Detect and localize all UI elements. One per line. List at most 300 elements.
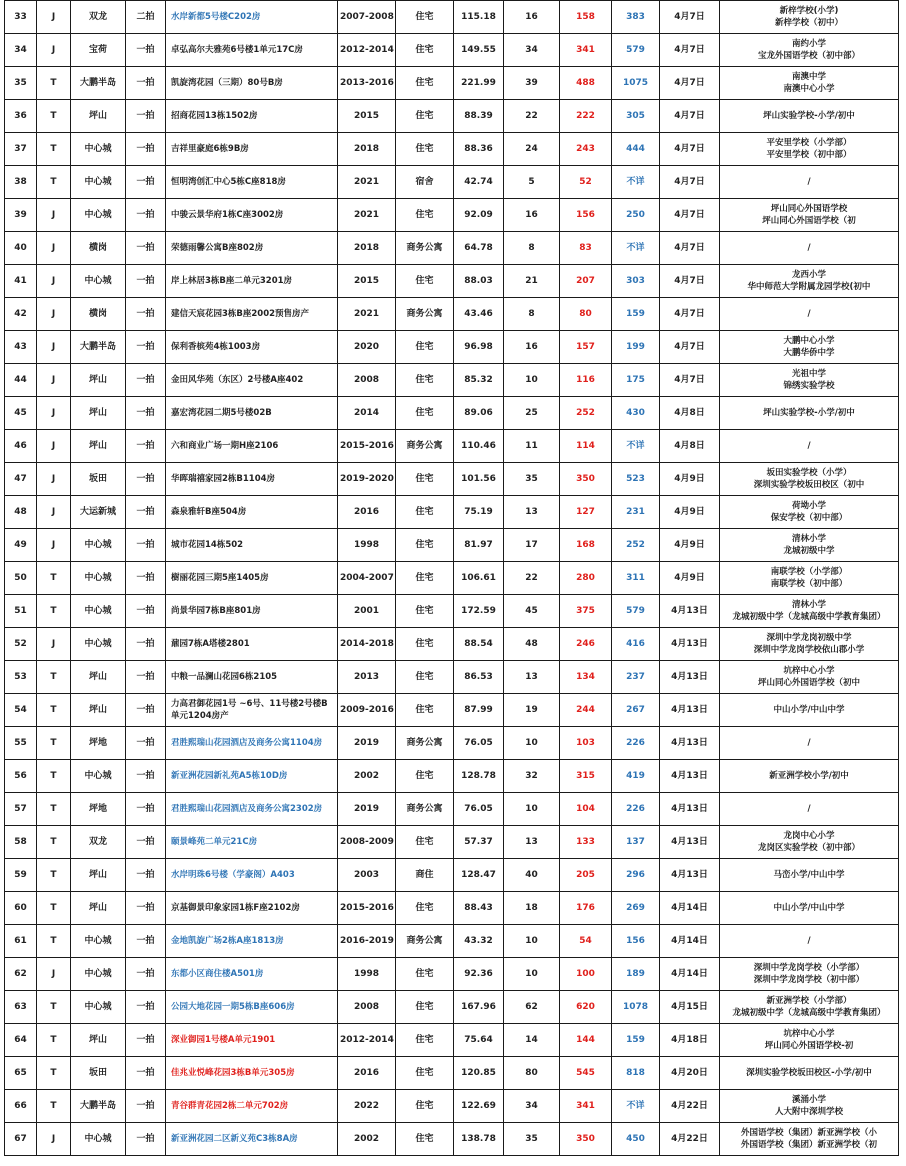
cell-no: 42 — [5, 298, 37, 331]
cell-year: 2022 — [338, 1090, 396, 1123]
cell-bidders: 10 — [504, 793, 560, 826]
cell-date: 4月7日 — [660, 232, 720, 265]
cell-use: 住宅 — [396, 958, 454, 991]
table-row — [5, 661, 899, 694]
cell-count: 100 — [560, 958, 612, 991]
cell-round: 一拍 — [126, 166, 166, 199]
cell-views: 1078 — [612, 991, 660, 1024]
cell-type: J — [37, 430, 71, 463]
cell-type: T — [37, 661, 71, 694]
cell-bidders: 8 — [504, 232, 560, 265]
cell-area: 中心城 — [71, 562, 126, 595]
cell-use: 住宅 — [396, 199, 454, 232]
table-row — [5, 727, 899, 760]
cell-no: 46 — [5, 430, 37, 463]
cell-size: 76.05 — [454, 727, 504, 760]
cell-year: 2008 — [338, 364, 396, 397]
cell-round: 一拍 — [126, 991, 166, 1024]
cell-area: 坪山 — [71, 397, 126, 430]
cell-use: 住宅 — [396, 1057, 454, 1090]
school-name: / — [807, 177, 811, 187]
cell-no: 40 — [5, 232, 37, 265]
cell-address: 城市花园14栋502 — [166, 529, 338, 562]
cell-year: 2019-2020 — [338, 463, 396, 496]
cell-type: J — [37, 463, 71, 496]
cell-year: 2012-2014 — [338, 34, 396, 67]
cell-bidders: 14 — [504, 1024, 560, 1057]
cell-round: 二拍 — [126, 1, 166, 34]
school-name: 坪山同心外国语学校-初 — [764, 1041, 854, 1051]
cell-type: T — [37, 925, 71, 958]
cell-round: 一拍 — [126, 1123, 166, 1156]
table-row — [5, 859, 899, 892]
cell-year: 2002 — [338, 1123, 396, 1156]
table-row — [5, 958, 899, 991]
cell-no: 34 — [5, 34, 37, 67]
cell-size: 115.18 — [454, 1, 504, 34]
cell-schools — [720, 1057, 899, 1090]
cell-no: 44 — [5, 364, 37, 397]
cell-use: 住宅 — [396, 1123, 454, 1156]
cell-round: 一拍 — [126, 529, 166, 562]
cell-round: 一拍 — [126, 727, 166, 760]
cell-round: 一拍 — [126, 892, 166, 925]
cell-size: 106.61 — [454, 562, 504, 595]
cell-count: 52 — [560, 166, 612, 199]
cell-use: 商务公寓 — [396, 298, 454, 331]
cell-views: 444 — [612, 133, 660, 166]
table-row — [5, 1, 899, 34]
cell-type: J — [37, 232, 71, 265]
cell-area: 坪地 — [71, 727, 126, 760]
cell-bidders: 25 — [504, 397, 560, 430]
table-row — [5, 760, 899, 793]
cell-bidders: 10 — [504, 925, 560, 958]
cell-round: 一拍 — [126, 430, 166, 463]
cell-schools — [720, 34, 899, 67]
cell-size: 89.06 — [454, 397, 504, 430]
cell-round: 一拍 — [126, 859, 166, 892]
cell-type: J — [37, 496, 71, 529]
cell-area: 坪山 — [71, 661, 126, 694]
cell-area: 中心城 — [71, 925, 126, 958]
cell-bidders: 34 — [504, 34, 560, 67]
cell-no: 56 — [5, 760, 37, 793]
cell-size: 88.03 — [454, 265, 504, 298]
cell-bidders: 10 — [504, 958, 560, 991]
cell-date: 4月7日 — [660, 298, 720, 331]
cell-count: 134 — [560, 661, 612, 694]
cell-no: 33 — [5, 1, 37, 34]
cell-date: 4月7日 — [660, 331, 720, 364]
table-row — [5, 199, 899, 232]
cell-no: 52 — [5, 628, 37, 661]
cell-count: 350 — [560, 1123, 612, 1156]
cell-address: 颐景峰苑二单元21C房 — [166, 826, 338, 859]
cell-date: 4月14日 — [660, 958, 720, 991]
cell-date: 4月22日 — [660, 1090, 720, 1123]
cell-area: 中心城 — [71, 991, 126, 1024]
cell-views: 416 — [612, 628, 660, 661]
cell-size: 149.55 — [454, 34, 504, 67]
cell-no: 48 — [5, 496, 37, 529]
cell-schools — [720, 859, 899, 892]
school-name: / — [807, 738, 811, 748]
cell-round: 一拍 — [126, 826, 166, 859]
cell-year: 2007-2008 — [338, 1, 396, 34]
cell-date: 4月13日 — [660, 694, 720, 727]
school-name: 马峦小学/中山中学 — [773, 870, 845, 880]
cell-count: 158 — [560, 1, 612, 34]
cell-year: 2012-2014 — [338, 1024, 396, 1057]
cell-schools — [720, 892, 899, 925]
cell-round: 一拍 — [126, 661, 166, 694]
cell-type: T — [37, 595, 71, 628]
cell-year: 2019 — [338, 793, 396, 826]
cell-use: 商务公寓 — [396, 232, 454, 265]
cell-date: 4月8日 — [660, 397, 720, 430]
cell-year: 2015 — [338, 100, 396, 133]
cell-views: 303 — [612, 265, 660, 298]
cell-schools — [720, 595, 899, 628]
table-row — [5, 364, 899, 397]
table-row — [5, 1123, 899, 1156]
school-name: 南联学校（初中部） — [770, 579, 848, 589]
cell-use: 商住 — [396, 859, 454, 892]
cell-address: 卓弘高尔夫雅苑6号楼1单元17C房 — [166, 34, 338, 67]
school-name: 坪山同心外国语学校（初中 — [757, 678, 860, 688]
school-name: 新亚洲学校小学/初中 — [769, 771, 849, 781]
cell-views: 579 — [612, 595, 660, 628]
cell-area: 坪地 — [71, 793, 126, 826]
cell-round: 一拍 — [126, 232, 166, 265]
cell-type: T — [37, 1090, 71, 1123]
cell-year: 2015 — [338, 265, 396, 298]
cell-type: T — [37, 133, 71, 166]
cell-size: 92.36 — [454, 958, 504, 991]
cell-schools — [720, 760, 899, 793]
table-row — [5, 265, 899, 298]
school-name: 坪山同心外国语学校（初 — [762, 216, 856, 226]
cell-address: 水岸新都5号楼C202房 — [166, 1, 338, 34]
cell-use: 住宅 — [396, 760, 454, 793]
cell-no: 51 — [5, 595, 37, 628]
school-name: 深圳实验学校坂田校区-小学/初中 — [746, 1068, 872, 1078]
school-name: 龙城初级中学 — [783, 546, 835, 556]
cell-area: 大鹏半岛 — [71, 67, 126, 100]
cell-bidders: 21 — [504, 265, 560, 298]
cell-type: J — [37, 1, 71, 34]
table-row — [5, 34, 899, 67]
school-name: 清林小学 — [791, 600, 826, 610]
cell-no: 37 — [5, 133, 37, 166]
cell-round: 一拍 — [126, 496, 166, 529]
cell-count: 176 — [560, 892, 612, 925]
cell-count: 103 — [560, 727, 612, 760]
cell-area: 中心城 — [71, 166, 126, 199]
cell-type: J — [37, 958, 71, 991]
cell-year: 2001 — [338, 595, 396, 628]
cell-address: 六和商业广场一期H座2106 — [166, 430, 338, 463]
cell-type: J — [37, 331, 71, 364]
cell-type: J — [37, 1123, 71, 1156]
cell-no: 53 — [5, 661, 37, 694]
cell-views: 430 — [612, 397, 660, 430]
cell-count: 222 — [560, 100, 612, 133]
school-name: 光祖中学 — [791, 369, 826, 379]
cell-count: 116 — [560, 364, 612, 397]
cell-count: 280 — [560, 562, 612, 595]
cell-views: 175 — [612, 364, 660, 397]
cell-year: 2018 — [338, 133, 396, 166]
cell-type: T — [37, 67, 71, 100]
cell-year: 2014 — [338, 397, 396, 430]
cell-schools — [720, 364, 899, 397]
cell-size: 128.78 — [454, 760, 504, 793]
cell-no: 62 — [5, 958, 37, 991]
cell-address: 岸上林居3栋B座二单元3201房 — [166, 265, 338, 298]
cell-year: 2016-2019 — [338, 925, 396, 958]
cell-use: 住宅 — [396, 34, 454, 67]
school-name: 中山小学/中山中学 — [773, 705, 845, 715]
table-row — [5, 1057, 899, 1090]
school-name: 大鹏华侨中学 — [783, 348, 835, 358]
school-name: / — [807, 243, 811, 253]
cell-size: 88.54 — [454, 628, 504, 661]
cell-schools — [720, 694, 899, 727]
cell-schools — [720, 430, 899, 463]
cell-area: 中心城 — [71, 760, 126, 793]
cell-no: 36 — [5, 100, 37, 133]
cell-year: 2008 — [338, 991, 396, 1024]
cell-year: 2015-2016 — [338, 430, 396, 463]
cell-schools — [720, 562, 899, 595]
table-row — [5, 628, 899, 661]
cell-round: 一拍 — [126, 1090, 166, 1123]
cell-area: 中心城 — [71, 628, 126, 661]
cell-use: 住宅 — [396, 463, 454, 496]
cell-no: 66 — [5, 1090, 37, 1123]
school-name: 坑梓中心小学 — [783, 666, 835, 676]
cell-no: 60 — [5, 892, 37, 925]
cell-bidders: 19 — [504, 694, 560, 727]
cell-size: 86.53 — [454, 661, 504, 694]
cell-round: 一拍 — [126, 364, 166, 397]
cell-views: 156 — [612, 925, 660, 958]
cell-use: 住宅 — [396, 1090, 454, 1123]
cell-address: 鼐园7栋A塔楼2801 — [166, 628, 338, 661]
cell-size: 85.32 — [454, 364, 504, 397]
cell-bidders: 24 — [504, 133, 560, 166]
cell-bidders: 48 — [504, 628, 560, 661]
cell-use: 住宅 — [396, 496, 454, 529]
cell-round: 一拍 — [126, 793, 166, 826]
table-row — [5, 298, 899, 331]
cell-schools — [720, 397, 899, 430]
cell-date: 4月13日 — [660, 826, 720, 859]
school-name: 人大附中深圳学校 — [774, 1107, 843, 1117]
cell-area: 中心城 — [71, 529, 126, 562]
cell-date: 4月7日 — [660, 265, 720, 298]
cell-no: 41 — [5, 265, 37, 298]
cell-address: 深业御园1号楼A单元1901 — [166, 1024, 338, 1057]
cell-count: 157 — [560, 331, 612, 364]
cell-area: 宝荷 — [71, 34, 126, 67]
school-name: 坪山同心外国语学校 — [770, 204, 848, 214]
cell-round: 一拍 — [126, 133, 166, 166]
cell-area: 坪山 — [71, 859, 126, 892]
cell-date: 4月14日 — [660, 925, 720, 958]
cell-views: 267 — [612, 694, 660, 727]
cell-area: 坂田 — [71, 463, 126, 496]
cell-bidders: 8 — [504, 298, 560, 331]
cell-schools — [720, 991, 899, 1024]
cell-size: 76.05 — [454, 793, 504, 826]
cell-schools — [720, 925, 899, 958]
cell-date: 4月7日 — [660, 1, 720, 34]
cell-date: 4月13日 — [660, 727, 720, 760]
school-name: 保安学校（初中部） — [770, 513, 848, 523]
cell-bidders: 10 — [504, 727, 560, 760]
cell-bidders: 13 — [504, 826, 560, 859]
cell-bidders: 22 — [504, 562, 560, 595]
cell-bidders: 34 — [504, 1090, 560, 1123]
cell-size: 88.36 — [454, 133, 504, 166]
school-name: 荷坳小学 — [791, 501, 826, 511]
cell-size: 42.74 — [454, 166, 504, 199]
cell-views: 311 — [612, 562, 660, 595]
cell-address: 水岸明珠6号楼（学豪阁）A403 — [166, 859, 338, 892]
cell-year: 1998 — [338, 529, 396, 562]
school-name: 坪山实验学校-小学/初中 — [763, 408, 855, 418]
cell-address: 新亚洲花园二区新义苑C3栋8A房 — [166, 1123, 338, 1156]
cell-views: 226 — [612, 793, 660, 826]
cell-use: 住宅 — [396, 133, 454, 166]
cell-date: 4月9日 — [660, 562, 720, 595]
cell-address: 森泉雅轩B座504房 — [166, 496, 338, 529]
cell-area: 中心城 — [71, 1123, 126, 1156]
cell-round: 一拍 — [126, 1057, 166, 1090]
school-name: 深圳中学龙岗初级中学 — [766, 633, 852, 643]
table-body — [5, 1, 899, 1156]
school-name: 南联学校（小学部） — [770, 567, 848, 577]
cell-address: 招商花园13栋1502房 — [166, 100, 338, 133]
cell-bidders: 17 — [504, 529, 560, 562]
school-name: 平安里学校（小学部） — [766, 138, 852, 148]
cell-views: 1075 — [612, 67, 660, 100]
cell-size: 43.32 — [454, 925, 504, 958]
cell-views: 不详 — [612, 1090, 660, 1123]
cell-bidders: 5 — [504, 166, 560, 199]
table-row — [5, 100, 899, 133]
cell-bidders: 45 — [504, 595, 560, 628]
cell-size: 128.47 — [454, 859, 504, 892]
cell-count: 207 — [560, 265, 612, 298]
cell-type: J — [37, 34, 71, 67]
cell-views: 419 — [612, 760, 660, 793]
cell-type: J — [37, 265, 71, 298]
cell-area: 大鹏半岛 — [71, 331, 126, 364]
cell-use: 住宅 — [396, 595, 454, 628]
cell-size: 87.99 — [454, 694, 504, 727]
cell-year: 2002 — [338, 760, 396, 793]
cell-type: T — [37, 1024, 71, 1057]
cell-views: 383 — [612, 1, 660, 34]
cell-count: 341 — [560, 1090, 612, 1123]
cell-date: 4月22日 — [660, 1123, 720, 1156]
cell-date: 4月13日 — [660, 760, 720, 793]
cell-type: T — [37, 859, 71, 892]
cell-address: 君胜熙瑞山花园酒店及商务公寓2302房 — [166, 793, 338, 826]
school-name: 坑梓中心小学 — [783, 1029, 835, 1039]
cell-address: 恒明湾创汇中心5栋C座818房 — [166, 166, 338, 199]
school-name: 大鹏中心小学 — [783, 336, 835, 346]
table-row — [5, 331, 899, 364]
cell-bidders: 16 — [504, 199, 560, 232]
cell-address: 东都小区商住楼A501房 — [166, 958, 338, 991]
cell-views: 450 — [612, 1123, 660, 1156]
cell-schools — [720, 529, 899, 562]
cell-date: 4月8日 — [660, 430, 720, 463]
cell-count: 246 — [560, 628, 612, 661]
school-name: 深圳中学龙岗学校依山郡小学 — [753, 645, 865, 655]
cell-schools — [720, 826, 899, 859]
cell-schools — [720, 67, 899, 100]
cell-no: 43 — [5, 331, 37, 364]
cell-bidders: 39 — [504, 67, 560, 100]
school-name: 新梓学校(小学) — [779, 6, 839, 16]
cell-round: 一拍 — [126, 463, 166, 496]
cell-schools — [720, 628, 899, 661]
cell-views: 818 — [612, 1057, 660, 1090]
cell-size: 110.46 — [454, 430, 504, 463]
cell-address: 金地凯旋广场2栋A座1813房 — [166, 925, 338, 958]
cell-no: 65 — [5, 1057, 37, 1090]
cell-views: 305 — [612, 100, 660, 133]
school-name: 平安里学校（初中部） — [766, 150, 852, 160]
cell-no: 57 — [5, 793, 37, 826]
cell-schools — [720, 199, 899, 232]
cell-size: 64.78 — [454, 232, 504, 265]
cell-type: T — [37, 1057, 71, 1090]
cell-count: 80 — [560, 298, 612, 331]
cell-area: 大鹏半岛 — [71, 1090, 126, 1123]
school-name: 中山小学/中山中学 — [773, 903, 845, 913]
cell-date: 4月13日 — [660, 595, 720, 628]
cell-size: 92.09 — [454, 199, 504, 232]
cell-bidders: 22 — [504, 100, 560, 133]
cell-count: 133 — [560, 826, 612, 859]
cell-use: 住宅 — [396, 529, 454, 562]
cell-use: 住宅 — [396, 364, 454, 397]
cell-bidders: 11 — [504, 430, 560, 463]
school-name: 坪山实验学校-小学/初中 — [763, 111, 855, 121]
cell-use: 住宅 — [396, 694, 454, 727]
cell-use: 住宅 — [396, 331, 454, 364]
cell-views: 189 — [612, 958, 660, 991]
cell-views: 252 — [612, 529, 660, 562]
cell-count: 620 — [560, 991, 612, 1024]
cell-type: T — [37, 760, 71, 793]
cell-use: 商务公寓 — [396, 925, 454, 958]
school-name: 南澳中学 — [791, 72, 826, 82]
cell-count: 375 — [560, 595, 612, 628]
cell-area: 坪山 — [71, 694, 126, 727]
cell-views: 159 — [612, 298, 660, 331]
cell-type: T — [37, 166, 71, 199]
table-row — [5, 232, 899, 265]
school-name: 坂田实验学校（小学） — [766, 468, 852, 478]
